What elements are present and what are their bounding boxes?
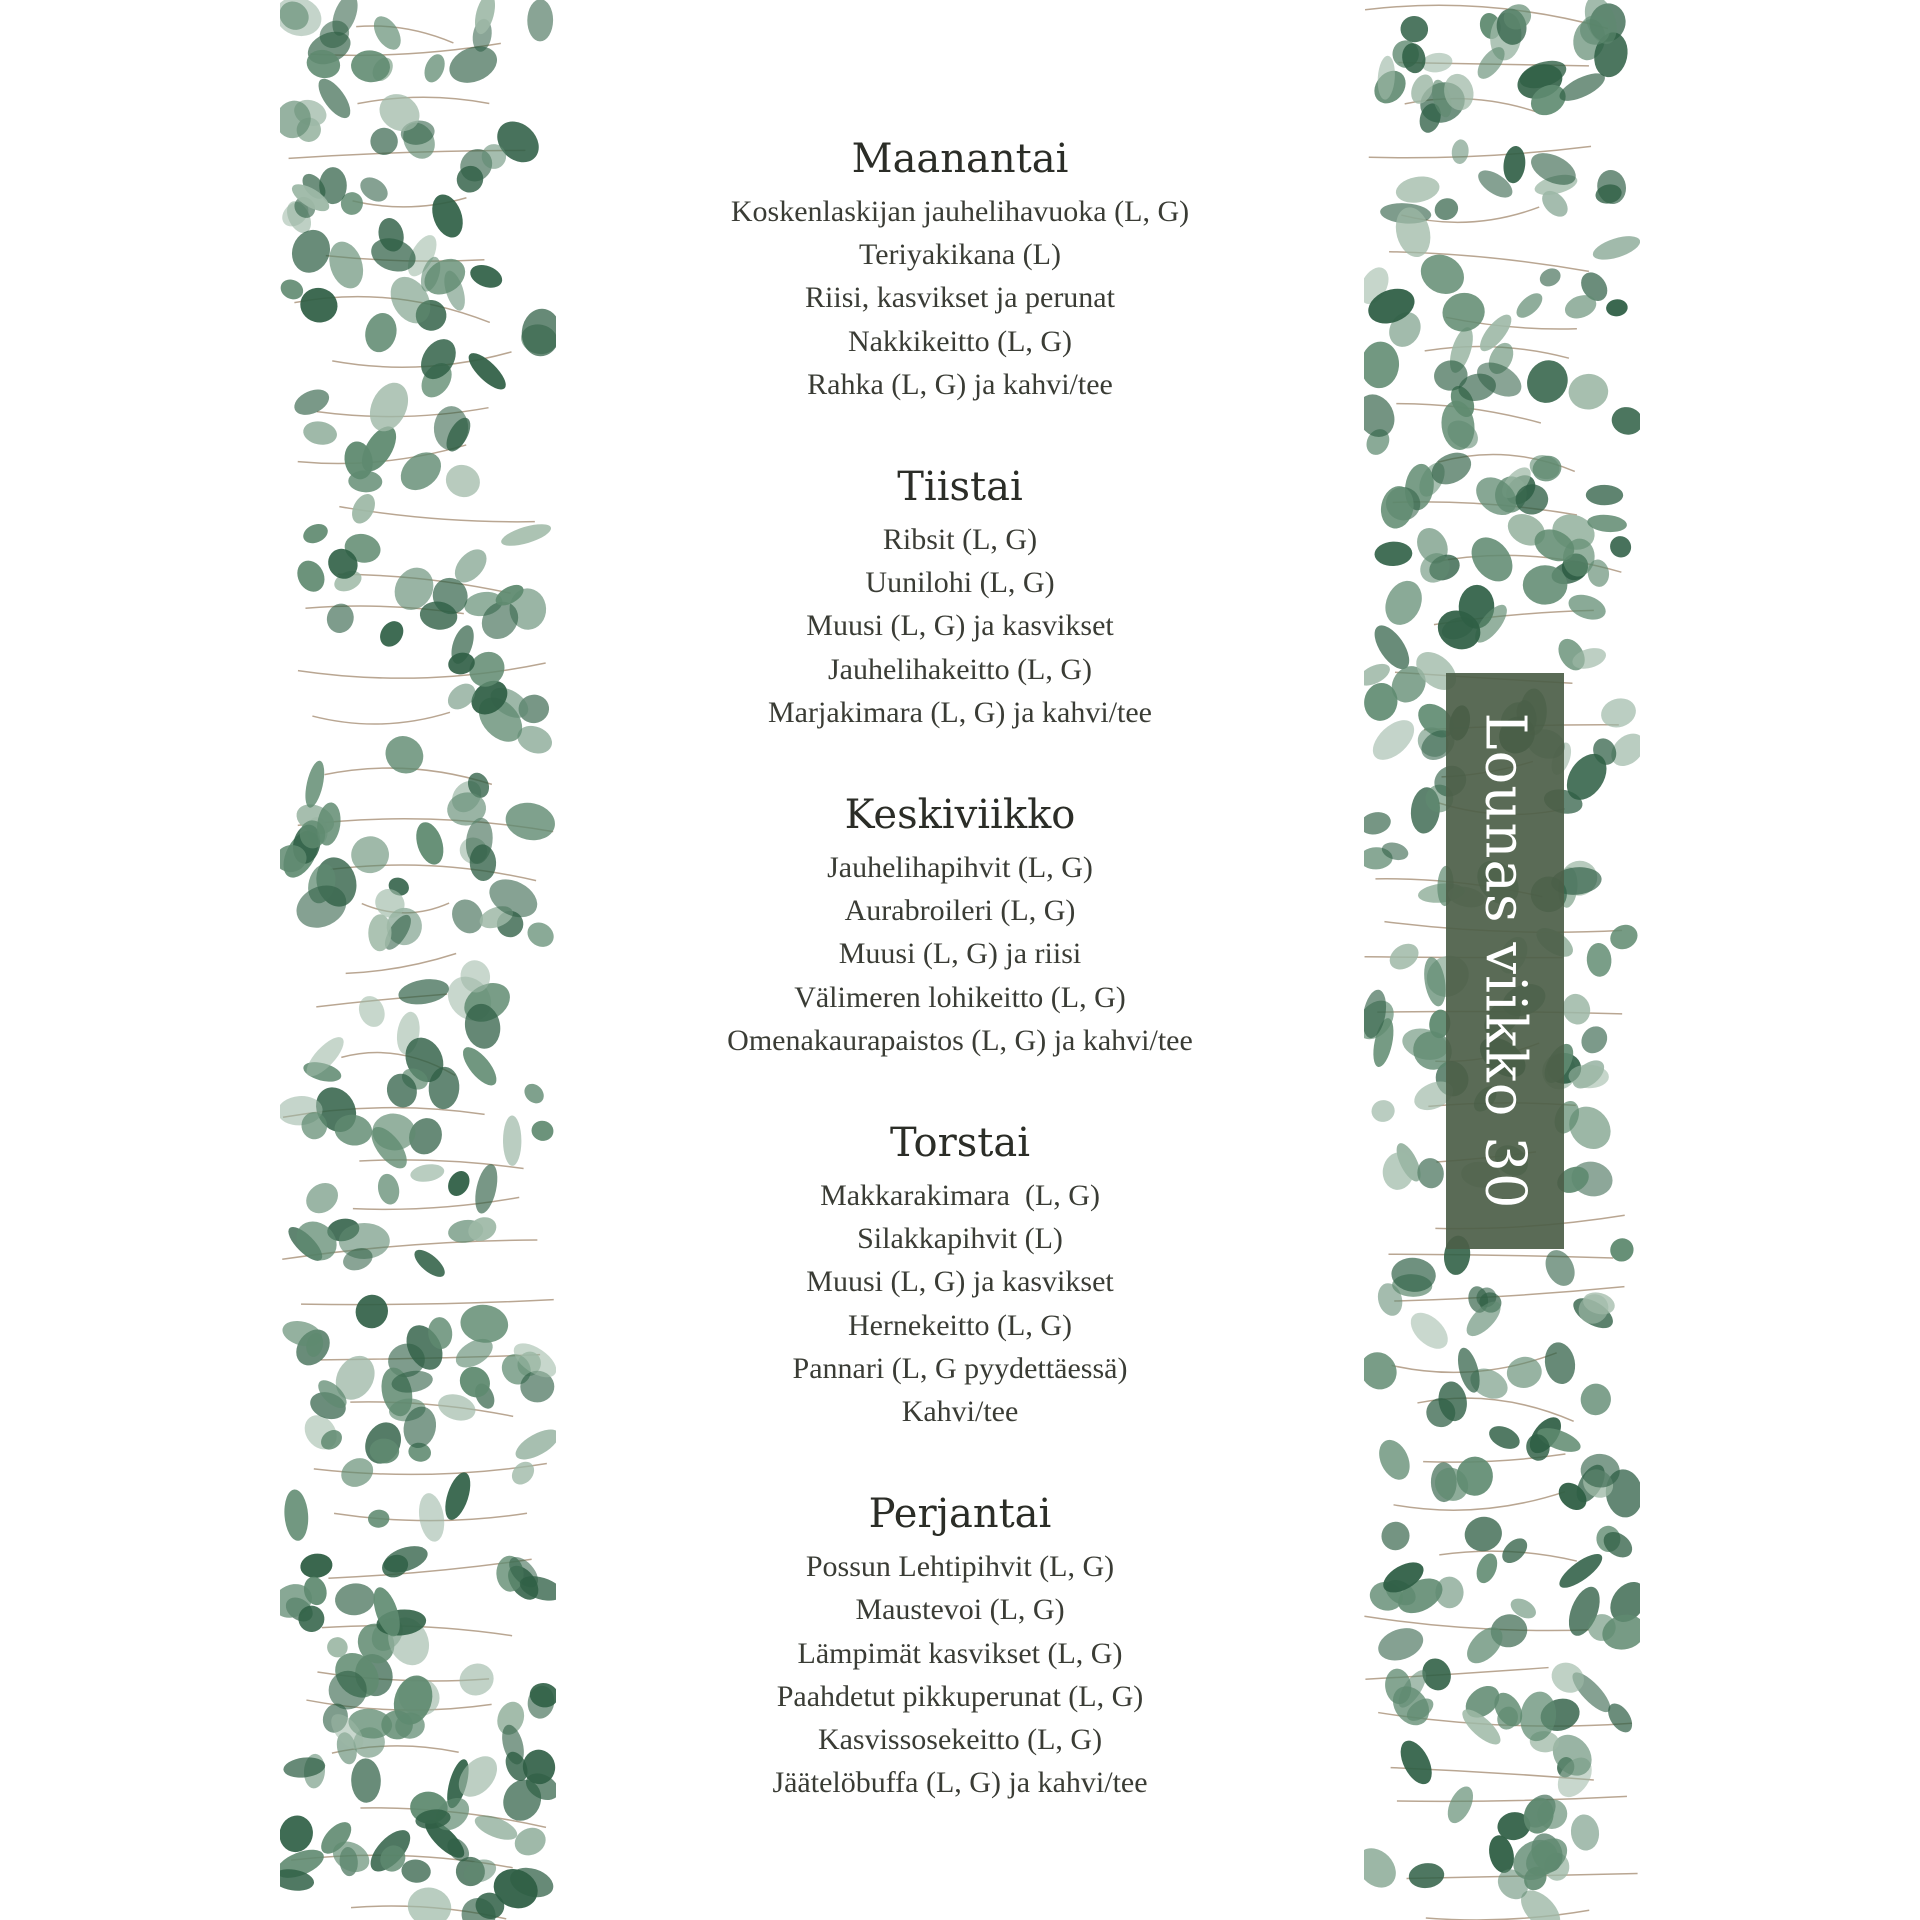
stem-icon (1426, 1910, 1589, 1920)
stem-icon (298, 663, 546, 678)
leaf-icon (1502, 145, 1528, 185)
stem-icon (356, 26, 453, 43)
leaf-icon (520, 1080, 547, 1107)
dish-item: Omenakaurapaistos (L, G) ja kahvi/tee (727, 1023, 1193, 1057)
leaf-icon (467, 261, 505, 292)
leaf-icon (444, 40, 502, 90)
leaf-icon (1374, 1622, 1428, 1666)
dish-item: Rahka (L, G) ja kahvi/tee (807, 367, 1113, 401)
leaf-icon (1605, 1233, 1638, 1266)
stem-icon (353, 1197, 519, 1209)
stem-icon (312, 712, 450, 724)
leaf-icon (520, 307, 556, 358)
leaf-icon (333, 1581, 376, 1617)
stem-icon (357, 97, 489, 103)
leaf-icon (1364, 1345, 1404, 1396)
leaf-icon (1385, 938, 1424, 974)
leaf-icon (1586, 942, 1613, 977)
dish-item: Paahdetut pikkuperunat (L, G) (776, 1679, 1144, 1713)
dish-item: Muusi (L, G) ja riisi (838, 937, 1082, 971)
leaf-icon (393, 445, 448, 498)
leaf-icon (1435, 1576, 1464, 1608)
leaf-icon (297, 284, 342, 327)
week-banner-title: Lounas viikko 30 (1472, 712, 1538, 1210)
dish-item: Nakkikeitto (L, G) (847, 324, 1073, 358)
leaf-icon (354, 992, 389, 1031)
leaf-icon (1473, 1551, 1501, 1587)
leaf-icon (1364, 1840, 1404, 1895)
leaf-icon (1431, 195, 1461, 224)
eucalyptus-border-left (280, 0, 556, 1920)
leaf-icon (368, 12, 406, 55)
day-title-tuesday: Tiistai (897, 464, 1023, 511)
weekly-menu (660, 130, 1260, 1856)
leaf-icon (1366, 713, 1422, 768)
leaf-icon (440, 459, 485, 503)
leaf-icon (421, 51, 449, 85)
leaf-icon (1520, 353, 1576, 410)
leaf-icon (1407, 1861, 1445, 1890)
leaf-icon (440, 1469, 475, 1522)
leaf-icon (463, 348, 511, 395)
leaf-icon (523, 918, 556, 952)
leaf-icon (1537, 265, 1564, 290)
leaf-icon (1559, 990, 1594, 1028)
leaf-icon (299, 1552, 334, 1580)
leaf-icon (290, 384, 333, 420)
dish-item: Riisi, kasvikset ja perunat (805, 281, 1115, 315)
dish-item: Koskenlaskijan jauhelihavuoka (L, G) (730, 195, 1190, 228)
dish-item: Possun Lehtipihvit (L, G) (805, 1550, 1115, 1584)
leaf-icon (1542, 1340, 1579, 1387)
leaf-icon (444, 1167, 474, 1199)
leaf-icon (324, 237, 369, 293)
dish-item: Kahvi/tee (901, 1395, 1019, 1429)
leaf-icon (416, 1491, 448, 1543)
leaf-icon (375, 617, 408, 651)
leaf-icon (1377, 1518, 1414, 1555)
leaf-icon (351, 1290, 393, 1333)
leaf-icon (1540, 1245, 1580, 1290)
leaf-icon (427, 190, 469, 242)
dish-item: Aurabroileri (L, G) (844, 894, 1076, 928)
dish-item: Lämpimät kasvikset (L, G) (797, 1636, 1123, 1670)
leaf-icon (409, 1162, 445, 1184)
leaf-icon (1439, 289, 1488, 335)
stem-icon (1364, 1616, 1589, 1630)
leaf-icon (349, 834, 391, 875)
leaf-icon (499, 520, 553, 551)
leaf-icon (503, 1115, 522, 1165)
dish-item: Muusi (L, G) ja kasvikset (806, 1265, 1114, 1299)
dish-item: Kasvissosekeitto (L, G) (817, 1723, 1103, 1757)
dish-item: Jäätelöbuffa (L, G) ja kahvi/tee (772, 1766, 1148, 1800)
day-thursday (660, 1114, 1260, 1433)
leaf-icon (455, 1658, 499, 1700)
leaf-icon (1443, 1783, 1479, 1828)
day-title-friday: Perjantai (868, 1491, 1052, 1538)
leaf-icon (1394, 173, 1442, 206)
leaf-icon (1586, 485, 1624, 506)
leaf-icon (1364, 809, 1393, 838)
leaf-icon (411, 819, 448, 868)
leaf-icon (1565, 590, 1609, 624)
leaf-icon (1597, 694, 1639, 732)
leaf-icon (1555, 1548, 1607, 1593)
leaf-icon (302, 759, 328, 809)
day-title-wednesday: Keskiviikko (844, 792, 1076, 839)
dish-item: Pannari (L, G pyydettäessä) (792, 1351, 1128, 1385)
leaf-icon (1404, 1306, 1454, 1356)
leaf-icon (1567, 372, 1609, 411)
leaf-icon (292, 556, 330, 597)
dish-item: Maustevoi (L, G) (855, 1593, 1065, 1627)
leaf-icon (1461, 1513, 1506, 1555)
leaf-icon (502, 798, 556, 844)
dish-item: Marjakimara (L, G) ja kahvi/tee (768, 695, 1152, 729)
leaf-icon (1606, 532, 1635, 562)
leaf-icon (280, 1812, 317, 1856)
stem-icon (1388, 1254, 1613, 1258)
leaf-icon (527, 0, 553, 42)
leaf-icon (300, 520, 331, 546)
leaf-icon (1512, 289, 1546, 322)
day-title-thursday: Torstai (889, 1120, 1031, 1167)
leaf-icon (471, 1162, 501, 1215)
leaf-icon (414, 333, 463, 386)
leaf-icon (378, 728, 431, 781)
leaf-icon (1463, 529, 1521, 589)
leaf-icon (363, 377, 416, 438)
day-wednesday (660, 786, 1260, 1062)
leaf-icon (300, 1177, 344, 1220)
leaf-icon (1374, 541, 1413, 567)
leaf-icon (283, 1489, 310, 1542)
leaf-icon (1373, 1435, 1416, 1485)
leaf-icon (1485, 1422, 1523, 1454)
day-tuesday (660, 458, 1260, 734)
dish-item: Muusi (L, G) ja kasvikset (806, 609, 1114, 643)
leaf-icon (1399, 14, 1429, 43)
leaf-icon (1394, 1736, 1438, 1789)
leaf-icon (351, 1758, 382, 1803)
leaf-icon (1609, 404, 1640, 438)
dish-item: Teriyakikana (L) (859, 238, 1061, 272)
dish-item: Silakkapihvit (L) (857, 1222, 1063, 1256)
leaf-icon (1606, 920, 1640, 953)
leaf-icon (510, 1823, 550, 1861)
leaf-icon (367, 1509, 390, 1529)
dish-item: Jauhelihapihvit (L, G) (827, 851, 1093, 885)
stem-icon (301, 1300, 554, 1305)
stem-icon (1397, 1796, 1627, 1801)
leaf-icon (1579, 1382, 1613, 1417)
leaf-icon (1451, 139, 1470, 165)
leaf-icon (1379, 575, 1429, 631)
leaf-icon (397, 976, 451, 1008)
leaf-icon (400, 1858, 432, 1884)
leaf-icon (369, 127, 399, 157)
dish-item: Välimeren lohikeitto (L, G) (794, 980, 1126, 1014)
leaf-icon (507, 1457, 538, 1489)
leaf-icon (1605, 298, 1628, 317)
leaf-icon (457, 1042, 502, 1091)
day-title-monday: Maanantai (851, 136, 1069, 182)
leaf-icon (375, 1172, 401, 1206)
leaf-icon (458, 1302, 510, 1346)
leaf-icon (286, 224, 336, 278)
day-monday (660, 130, 1260, 406)
leaf-icon (1370, 1098, 1397, 1124)
stem-icon (346, 954, 456, 974)
leaf-icon (1590, 231, 1640, 264)
leaf-icon (410, 1245, 449, 1282)
leaf-icon (361, 310, 400, 356)
leaf-icon (301, 419, 338, 448)
day-friday (660, 1485, 1260, 1804)
dish-item: Hernekeitto (L, G) (847, 1308, 1073, 1342)
leaf-icon (1364, 340, 1401, 390)
leaf-icon (530, 1119, 556, 1143)
stem-icon (1369, 146, 1591, 157)
eucalyptus-leaves-left-icon (280, 0, 556, 1920)
dish-item: Uunilohi (L, G) (865, 566, 1055, 600)
leaf-icon (1576, 1021, 1612, 1058)
leaf-icon (1569, 1813, 1601, 1852)
dish-item: Jauhelihakeitto (L, G) (827, 652, 1093, 686)
leaf-icon (404, 1884, 454, 1920)
leaf-icon (511, 1424, 556, 1466)
dish-item: Makkarakimara (L, G) (820, 1179, 1100, 1213)
dish-item: Ribsit (L, G) (882, 523, 1038, 557)
